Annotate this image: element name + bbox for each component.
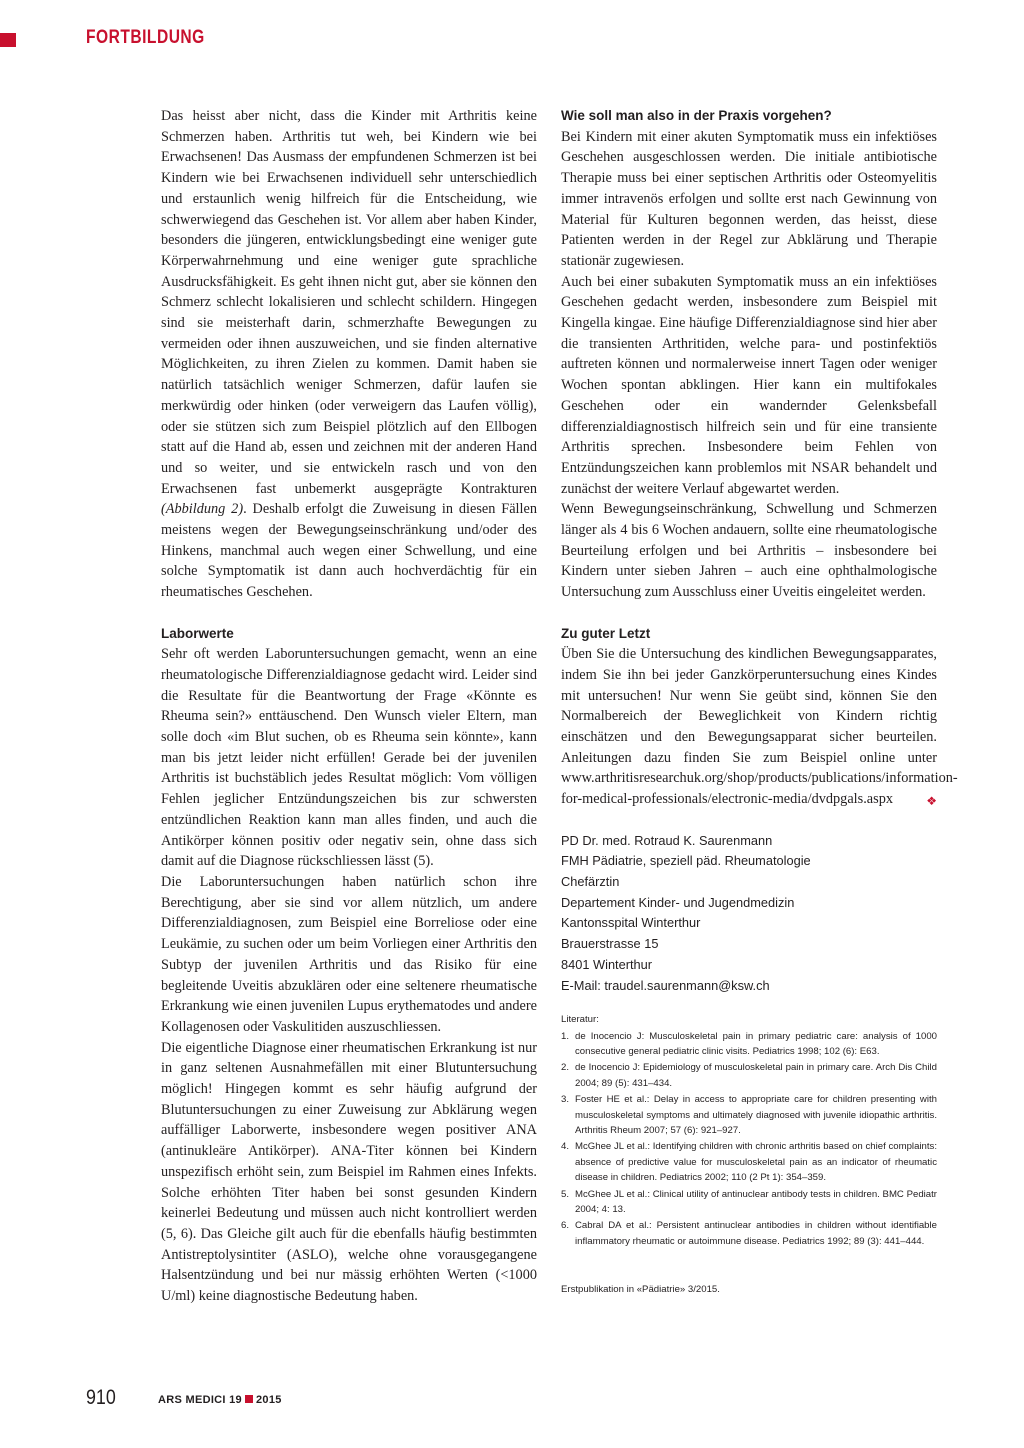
reference-item [561, 1218, 937, 1249]
reference-item [561, 1092, 937, 1138]
heading-zu-guter-letzt: Zu guter Letzt [561, 625, 651, 641]
first-publication-note: Erstpublikation in «Pädiatrie» 3/2015. [561, 1284, 720, 1296]
footer-separator [245, 1395, 253, 1403]
author-department: Departement Kinder- und Jugendmedizin [561, 894, 795, 910]
reference-list [561, 1029, 937, 1250]
reference-text: de Inocencio J: Epidemiology of musculoskeletal pain in primary care. Arch Dis Child 2004; 89 (5): 431–434. [575, 1062, 937, 1089]
reference-text: Cabral DA et al.: Persistent antinuclear antibodies in children without identifiable inflammatory rheumatic or autoimmune disease. Pediatrics 1992; 89 (3): 441–444. [575, 1220, 937, 1247]
paragraph-text: Das heisst aber nicht, dass die Kinder mit Arthritis keine Schmerzen haben. Arthritis tut weh, bei Kindern wie bei Erwachsenen! Das Ausmass der empfundenen Schmerzen ist bei Kindern wie bei Erwachsenen individuell sehr unterschiedlich und erstaunlich wenig hilfreich für die Entscheidung, wie schwerwiegend das Geschehen ist. Vor allem aber haben Kinder, besonders die jüngeren, entwicklungsbedingt eine weniger gute Körperwahrnehmung und eine weniger gute sprachliche Ausdrucksfähigkeit. Es geht ihnen nicht gut, aber sie können den Schmerz schlecht lokalisieren und schlecht schildern. Hingegen sind sie meisterhaft darin, schmerzhafte Bewegungen zu vermeiden oder ihnen auszuweichen, und sie finden alternative Möglichkeiten, zu ihren Zielen zu kommen. Damit haben sie natürlich tatsächlich weniger Schmerzen, dafür laufen sie merkwürdig oder hinken (oder verweigern das Laufen völlig), oder sie stützen sich zum Beispiel plötzlich auf den Ellbogen statt auf die Hand ab, essen und zeichnen mit der anderen Hand und so weiter, und sie entwickeln rasch und von den Erwachsenen fast unbemerkt ausgeprägte Kontrakturen [161, 108, 537, 497]
reference-number: 1. [561, 1030, 570, 1042]
paragraph: Die Laboruntersuchungen haben natürlich schon ihre Berechtigung, aber sie sind vor allem nützlich, um andere Differenzialdiagnosen, zum Beispiel eine Borreliose oder eine Leukämie, zu suchen oder um beim Vorliegen einer Arthritis den Subtyp der juvenilen Arthritis und das Risiko für eine begleitende Uveitis abzuklären oder eine seltenere rheumatische Erkrankung wie einen juvenilen Lupus erythematodes und andere Kollagenosen oder Vaskulitiden auszuschliessen. [161, 874, 537, 1035]
paragraph [161, 106, 537, 603]
paragraph-text: Üben Sie die Untersuchung des kindlichen Bewegungsapparates, indem Sie ihn bei jeder Ganzkörperuntersuchung eines Kindes mit untersuchen! Nur wenn Sie geübt sind, können Sie den Normalbereich der Beweglichkeit von Kindern richtig einschätzen und den Bewegungsapparat sicher beurteilen. Anleitungen dazu finden Sie zum Beispiel online unter www.arthritisresearchuk.org/shop/products/publications/information-for-medical-professionals/electronic-media/dvdpgals.aspx [561, 646, 958, 808]
section-marker [0, 33, 16, 47]
paragraph: Auch bei einer subakuten Symptomatik muss an ein infektiöses Geschehen gedacht werden, insbesondere zum Beispiel mit Kingella kingae. Eine häufige Differenzialdiagnose sind hier aber die transienten Arthritiden, welche para- und postinfektiös auftreten können und normalerweise innert Tagen oder weniger Wochen spontan abklingen. Hier kann ein multifokales Geschehen oder ein wandernder Gelenksbefall differenzialdiagnostisch hilfreich sein und für eine transiente Arthritis sprechen. Insbesondere beim Fehlen von Entzündungszeichen kann problemlos mit NSAR behandelt und zunächst der weitere Verlauf abgewartet werden. [561, 273, 937, 497]
author-title: FMH Pädiatrie, speziell päd. Rheumatologie [561, 853, 811, 869]
paragraph [561, 644, 958, 810]
references [561, 1012, 937, 1249]
author-email: E-Mail: traudel.saurenmann@ksw.ch [561, 977, 770, 993]
journal-year: 2015 [255, 1394, 282, 1406]
references-title: Literatur: [561, 1014, 599, 1026]
journal-name: ARS MEDICI 19 [158, 1394, 242, 1406]
reference-text: McGhee JL et al.: Clinical utility of antinuclear antibody tests in children. BMC Pediatr 2004; 4: 13. [575, 1188, 937, 1216]
paragraph: Bei Kindern mit einer akuten Symptomatik muss ein infektiöses Geschehen ausgeschlossen werden. Die initiale antibiotische Therapie muss bei einer septischen Arthritis oder Osteomyelitis immer intravenös erfolgen und sollte erst nach Gewinnung von Material für Kulturen begonnen werden, das heisst, diese Patienten werden in der Regel zur Abklärung und Therapie stationär zugewiesen. [561, 128, 937, 269]
reference-number: 5. [561, 1188, 570, 1200]
reference-number: 6. [561, 1220, 570, 1232]
reference-text: McGhee JL et al.: Identifying children with chronic arthritis based on chief complaints: absence of predictive value for musculoskeletal pain as an indicator of rheumatic disease in children. Pediatrics 2002; 110 (2 Pt 1): 354–359. [575, 1141, 937, 1184]
right-column [561, 106, 958, 1297]
reference-text: de Inocencio J: Musculoskeletal pain in primary pediatric care: analysis of 1000 consecutive general pediatric clinic visits. Pediatrics 1998; 102 (6): E63. [575, 1030, 937, 1058]
author-name: PD Dr. med. Rotraud K. Saurenmann [561, 832, 773, 848]
reference-item [561, 1060, 937, 1091]
reference-item [561, 1029, 937, 1060]
author-position: Chefärztin [561, 873, 620, 889]
paragraph: Wenn Bewegungseinschränkung, Schwellung und Schmerzen länger als 4 bis 6 Wochen andauern, sollte eine rheumatologische Beurteilung erfolgen und bei Arthritis – insbesondere bei Kindern unter sieben Jahren – auch eine ophthalmologische Untersuchung zum Ausschluss einer Uveitis eingeleitet werden. [561, 501, 937, 601]
heading-laborwerte: Laborwerte [161, 625, 234, 641]
page-number: 910 [86, 1386, 116, 1409]
figure-reference: (Abbildung 2) [161, 501, 244, 518]
paragraph-text: . Deshalb erfolgt die Zuweisung in diesen Fällen meistens wegen der Bewegungseinschränkung und/oder des Hinkens, manchmal auch wegen einer Schwellung, und eine solche Symptomatik ist dann auch hochverdächtig für ein rheumatisches Geschehen. [161, 501, 537, 601]
author-city: 8401 Winterthur [561, 956, 653, 972]
left-column [161, 106, 537, 1307]
journal-footer [158, 1394, 282, 1406]
reference-item [561, 1139, 937, 1185]
section-label: FORTBILDUNG [86, 27, 205, 48]
heading-praxis: Wie soll man also in der Praxis vorgehen? [561, 108, 832, 123]
reference-item [561, 1187, 937, 1218]
paragraph: Die eigentliche Diagnose einer rheumatischen Erkrankung ist nur in ganz seltenen Ausnahmefällen mit einer Blutuntersuchung möglich! Hingegen kommt es sehr häufig aufgrund der Blutuntersuchungen zu einer Zuweisung zur Abklärung wegen auffälliger Laborwerte, insbesondere wegen positiver ANA (antinukleäre Antikörper). ANA-Titer können bei Kindern unspezifisch erhöht sein, zum Beispiel im Rahmen eines Infekts. Solche erhöhten Titer haben bei sonst gesunden Kindern keinerlei Bedeutung und müssen auch nicht kontrolliert werden (5, 6). Das Gleiche gilt auch für die ebenfalls häufig bestimmten Antistreptolysintiter (ASLO), welche ohne vorausgegangene Halsentzündung und bei nur mässig erhöhten Werten (<1000 U/ml) keine diagnostische Bedeutung haben. [161, 1039, 537, 1305]
author-street: Brauerstrasse 15 [561, 936, 659, 952]
reference-number: 3. [561, 1094, 570, 1106]
paragraph: Sehr oft werden Laboruntersuchungen gemacht, wenn an eine rheumatologische Differenzialdiagnose gedacht wird. Leider sind die Resultate für die Beantwortung der Frage «Könnte es Rheuma sein?» enttäuschend. Den Wunsch vieler Eltern, man solle doch «im Blut suchen, ob es Rheuma sein könnte», kann man bis jetzt leider nicht erfüllen! Gerade bei der juvenilen Arthritis ist buchstäblich jedes Resultat möglich: Vom völligen Fehlen jeglicher Entzündungszeichen bis zur schwersten entzündlichen Reaktion kann man alles finden, und auch die Antikörper können positiv oder negativ sein, ohne dass sich damit auf die Diagnose rückschliessen lässt (5). [161, 646, 537, 870]
end-of-article-icon: ❖ [926, 794, 937, 809]
reference-number: 4. [561, 1141, 570, 1153]
author-block [561, 831, 937, 997]
reference-text: Foster HE et al.: Delay in access to appropriate care for children presenting with musculoskeletal symptoms and ultimately diagnosed with juvenile idiopathic arthritis. Arthritis Rheum 2007; 57 (6): 921–927. [575, 1094, 937, 1137]
author-hospital: Kantonsspital Winterthur [561, 915, 701, 931]
reference-number: 2. [561, 1062, 570, 1074]
